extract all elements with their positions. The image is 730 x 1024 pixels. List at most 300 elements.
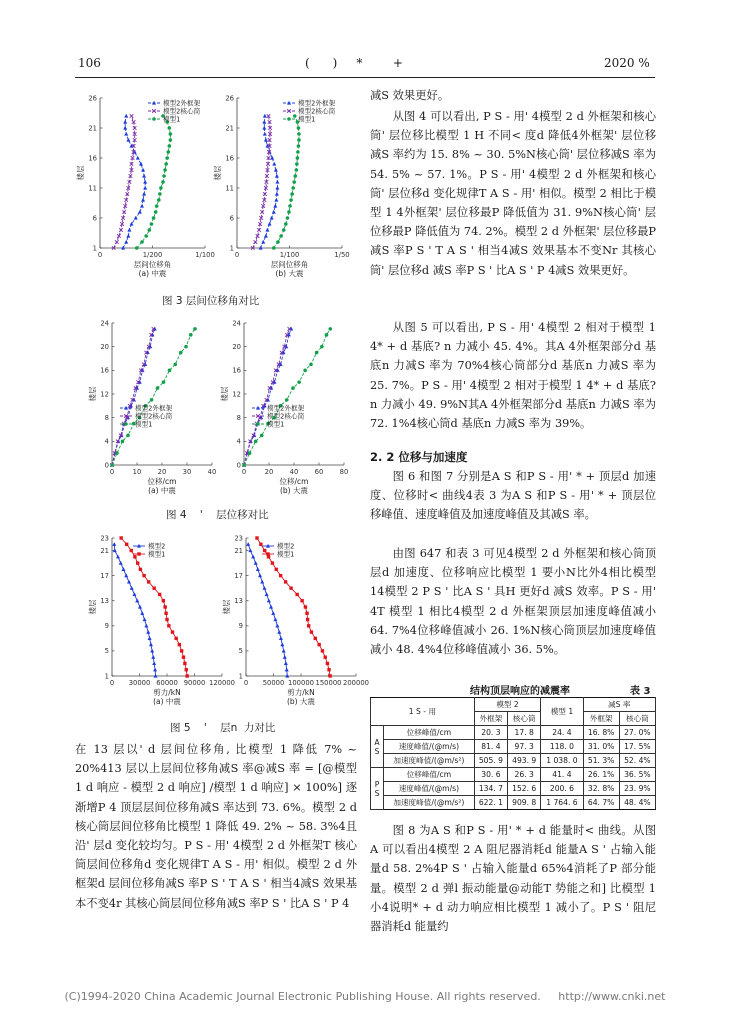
- data-point: [185, 668, 188, 671]
- right-p0: 减S 效果更好。: [370, 89, 450, 102]
- data-point: [142, 574, 145, 577]
- y-tick-label: 13: [100, 597, 109, 606]
- data-point: [325, 333, 329, 337]
- data-point: [168, 144, 172, 148]
- data-point: [123, 120, 127, 124]
- data-point: [125, 543, 128, 546]
- table3-header-model2: 模型 2: [474, 698, 541, 712]
- data-point: [169, 138, 173, 142]
- data-point: [254, 240, 258, 244]
- series-line: [261, 116, 278, 248]
- y-tick-label: 21: [88, 124, 97, 133]
- year: 2020 %: [604, 56, 650, 70]
- data-point: [164, 162, 168, 166]
- data-point: [284, 661, 288, 665]
- fig4b-chart: [222, 315, 352, 500]
- legend-label: 模型2外框架: [163, 99, 201, 108]
- data-point: [273, 617, 277, 621]
- x-tick-label: 40: [207, 468, 217, 476]
- data-point: [174, 637, 177, 640]
- data-point: [148, 636, 152, 640]
- y-tick-label: 4: [236, 437, 241, 446]
- table3-cell: 32. 8%: [583, 782, 619, 796]
- data-point: [148, 228, 152, 232]
- data-point: [150, 649, 154, 653]
- data-point: [262, 120, 266, 124]
- data-point: [116, 555, 120, 559]
- data-point: [262, 586, 266, 590]
- data-point: [274, 168, 278, 172]
- x-tick-label: 100000: [288, 679, 314, 687]
- legend-label: 模型2外框架: [298, 99, 336, 108]
- data-point: [304, 605, 307, 608]
- data-point: [321, 649, 324, 652]
- data-point: [288, 204, 292, 208]
- data-point: [130, 549, 133, 552]
- data-point: [269, 605, 273, 609]
- legend-marker: [124, 422, 128, 426]
- data-point: [140, 240, 144, 244]
- data-point: [272, 246, 276, 250]
- data-point: [189, 333, 193, 337]
- y-tick-label: 5: [104, 647, 109, 656]
- y-tick-label: 21: [225, 124, 234, 133]
- series-line: [112, 329, 155, 465]
- y-tick-label: 11: [88, 184, 97, 193]
- data-point: [127, 228, 131, 232]
- data-point: [282, 649, 286, 653]
- data-point: [154, 210, 158, 214]
- data-point: [327, 668, 330, 671]
- x-tick-label: 1/50: [334, 251, 350, 259]
- legend-label: 模型2: [148, 542, 166, 551]
- table3-row-item: 位移峰值/cm: [384, 768, 475, 782]
- data-point: [277, 630, 281, 634]
- y-axis-label: 楼层: [88, 599, 97, 615]
- data-point: [143, 180, 147, 184]
- data-point: [141, 168, 145, 172]
- series-line: [114, 116, 135, 248]
- data-point: [260, 580, 264, 584]
- table3-cell: 16. 8%: [583, 726, 619, 740]
- x-axis-label: 剪力/kN: [287, 688, 315, 697]
- data-point: [246, 542, 250, 546]
- table3-header-scheme: 1 S - 用: [371, 698, 475, 726]
- data-point: [136, 561, 139, 564]
- table3-sub-core: 核心筒: [508, 712, 541, 726]
- y-tick-label: 17: [100, 571, 109, 580]
- data-point: [289, 198, 293, 202]
- table3-cell: 26. 1%: [583, 768, 619, 782]
- data-point: [166, 150, 170, 154]
- data-point: [164, 612, 167, 615]
- data-point: [124, 240, 128, 244]
- data-point: [290, 192, 294, 196]
- y-tick-label: 16: [232, 366, 241, 375]
- legend-label: 模型1: [163, 115, 181, 124]
- table3-sub-frame: 外框架: [474, 712, 507, 726]
- y-tick-label: 16: [225, 154, 234, 163]
- y-tick-label: 16: [88, 154, 97, 163]
- data-point: [158, 593, 161, 596]
- data-point: [124, 114, 128, 118]
- table3-cell: 1 764. 6: [541, 796, 583, 810]
- x-tick-label: 40: [289, 468, 299, 476]
- y-tick-label: 24: [100, 319, 109, 328]
- legend-label: 模型2外框架: [135, 404, 173, 413]
- data-point: [285, 398, 289, 402]
- x-axis-label: 层间位移角: [133, 260, 172, 269]
- y-tick-label: 26: [225, 94, 234, 103]
- y-tick-label: 9: [104, 622, 109, 631]
- data-point: [157, 198, 161, 202]
- data-point: [138, 210, 142, 214]
- x-tick-label: 0: [241, 468, 247, 476]
- header-rule: [75, 77, 655, 78]
- data-point: [251, 555, 255, 559]
- data-point: [150, 222, 154, 226]
- data-point: [163, 605, 166, 608]
- y-tick-label: 24: [232, 319, 241, 328]
- section-2-2-heading: 2. 2 位移与加速度: [370, 450, 468, 464]
- data-point: [271, 561, 274, 564]
- data-point: [162, 380, 166, 384]
- data-point: [259, 543, 262, 546]
- data-point: [271, 611, 275, 615]
- table3-cell: 64. 7%: [583, 796, 619, 810]
- data-point: [121, 567, 125, 571]
- data-point: [144, 624, 148, 628]
- table3-cell: 27. 0%: [619, 726, 655, 740]
- data-point: [292, 180, 296, 184]
- y-tick-label: 21: [100, 546, 109, 555]
- data-point: [297, 126, 301, 130]
- table3-sub-core: 核心筒: [619, 712, 655, 726]
- data-point: [291, 186, 295, 190]
- data-point: [130, 114, 134, 118]
- data-point: [297, 380, 301, 384]
- series-line: [244, 329, 289, 465]
- table3-row-item: 加速度峰值/(@m/s²): [384, 796, 475, 810]
- y-tick-label: 23: [234, 534, 243, 543]
- y-tick-label: 11: [225, 184, 234, 193]
- table3-cell: 17. 8: [508, 726, 541, 740]
- table3-header-model1: 模型 1: [541, 698, 583, 726]
- data-point: [152, 661, 156, 665]
- data-point: [285, 668, 289, 672]
- y-tick-label: 1: [238, 672, 243, 681]
- data-point: [141, 198, 145, 202]
- table3-cell: 51. 3%: [583, 754, 619, 768]
- series-line: [112, 329, 154, 465]
- x-tick-label: 60000: [156, 679, 178, 687]
- series-line: [257, 538, 330, 676]
- data-point: [158, 192, 162, 196]
- subfigure-label: (b) 大震: [275, 269, 304, 278]
- data-point: [123, 126, 127, 130]
- data-point: [262, 126, 266, 130]
- data-point: [163, 168, 167, 172]
- data-point: [282, 228, 286, 232]
- data-point: [152, 586, 155, 589]
- data-point: [248, 451, 252, 455]
- data-point: [276, 240, 280, 244]
- data-point: [295, 168, 299, 172]
- data-point: [293, 174, 297, 178]
- data-point: [152, 216, 156, 220]
- x-axis-label: 位移/cm: [147, 477, 177, 486]
- data-point: [159, 186, 163, 190]
- table3-title: 结构顶层响应的减震率: [470, 686, 570, 697]
- table3-cell: 26. 3: [508, 768, 541, 782]
- data-point: [305, 612, 308, 615]
- data-point: [248, 548, 252, 552]
- data-point: [136, 156, 140, 160]
- right-p1: 从图 4 可以看出, P S - 用' 4模型 2 d 外框架和核心筒' 层位移比模型 1 H 不同< 度d 降低4外框架' 层位移减S 率约为 15. 8% ~ 30. 5%N核心筒' 层位移减S 率为 54. 5% ~ 57. 1%。P S - 用' 4模型 2 d 外框架和核心筒' 层位移d 变化规律T A S - 用' 相似。模型 2 相比于模型 1 4外框架' 层位移最P 降低值为 31. 9%N核心筒' 层位移最P 降低值为 74. 2%。模型 2 d 外框架' 层位移最P 减S 率P S ' T A S ' 相当4减S 效果基本不变Nr 其核心筒' 层位移d 减S 率P S ' 比A S ' P 4减S 效果更好。: [370, 110, 656, 277]
- y-tick-label: 20: [232, 342, 241, 351]
- x-tick-label: 90000: [183, 679, 206, 687]
- table3-cell: 20. 3: [474, 726, 507, 740]
- data-point: [119, 561, 123, 565]
- data-point: [133, 555, 136, 558]
- journal-title: ( ) * +: [305, 56, 403, 70]
- data-point: [171, 630, 174, 633]
- y-axis-label: 楼层: [213, 165, 222, 181]
- y-tick-label: 0: [104, 461, 109, 470]
- data-point: [124, 573, 128, 577]
- data-point: [273, 204, 277, 208]
- table3-cell: 97. 3: [508, 740, 541, 754]
- y-tick-label: 20: [100, 342, 109, 351]
- table3-cell: 622. 1: [474, 796, 507, 810]
- data-point: [279, 234, 283, 238]
- x-tick-label: 200000: [343, 679, 369, 687]
- data-point: [142, 192, 146, 196]
- data-point: [184, 345, 188, 349]
- table3-cell: 23. 9%: [619, 782, 655, 796]
- table3-cell: 31. 0%: [583, 740, 619, 754]
- data-point: [110, 463, 114, 467]
- right-p2: 从图 5 可以看出, P S - 用' 4模型 2 相对于模型 1 4* + d 基底? n 力减小 45. 4%。其A 4外框架部分d 基底n 力减S 率为 70%4核心筒部分d 基底n 力减S 率为 25. 7%。P S - 用' 4模型 2 相对于模型 1 4* + d 基底? n 力减小 49. 9%N其A 4外框架部分d 基底n 力减S 率为 72. 1%4核心筒d 基底n 力减S 率为 39%。: [370, 321, 656, 431]
- table3-header-rate: 减S 率: [583, 698, 655, 712]
- data-point: [151, 655, 155, 659]
- y-tick-label: 5: [238, 647, 243, 656]
- data-point: [272, 162, 276, 166]
- legend-label: 模型2: [277, 542, 295, 551]
- legend-label: 模型1: [135, 420, 153, 429]
- data-point: [293, 114, 297, 118]
- x-tick-label: 0: [109, 679, 115, 687]
- left-body-text: 在 13 层以' d 层间位移角, 比模型 1 降低 7% ~ 20%413 层以上层间位移角减S 率@减S 率 = [@模型 1 d 响应 - 模型 2 d 响应] /模型 1 d 响应] × 100%] 逐渐增P 4 顶层层间位移角减S 率达到 73. 6%。模型 2 d 核心筒层间位移角比模型 1 降低 49. 2% ~ 58. 3%4且沿' 层d 变化较均匀。P S - 用' 4模型 2 d 外框架T 核心筒层间位移角d 变化规律T A S - 用' 相似。模型 2 d 外框架d 层间位移角减S 率P S ' T A S ' 相当4减S 效果基本不变4r 其核心筒层间位移角减S 率P S ' 比A S ' P 4: [75, 743, 357, 910]
- data-point: [297, 132, 301, 136]
- x-tick-label: 0: [97, 251, 103, 259]
- legend-label: 模型1: [298, 115, 316, 124]
- y-axis-label: 楼层: [220, 386, 229, 402]
- y-tick-label: 6: [92, 214, 97, 223]
- table3: [370, 697, 656, 810]
- table3-cell: 118. 0: [541, 740, 583, 754]
- x-tick-label: 1/100: [279, 251, 300, 259]
- legend-label: 模型2核心筒: [298, 107, 336, 116]
- data-point: [182, 655, 185, 658]
- y-tick-label: 8: [236, 413, 241, 422]
- data-point: [132, 592, 136, 596]
- data-point: [143, 617, 147, 621]
- table3-cell: 41. 4: [541, 768, 583, 782]
- data-point: [307, 624, 310, 627]
- legend-label: 模型2外框架: [267, 404, 305, 413]
- data-point: [272, 210, 276, 214]
- data-point: [263, 132, 267, 136]
- data-point: [295, 593, 298, 596]
- legend-label: 模型2核心筒: [267, 412, 305, 421]
- data-point: [165, 618, 168, 621]
- data-point: [295, 162, 299, 166]
- data-point: [263, 114, 267, 118]
- x-axis-label: 位移/cm: [279, 477, 309, 486]
- data-point: [144, 234, 148, 238]
- y-tick-label: 17: [234, 571, 243, 580]
- x-tick-label: 0: [234, 251, 240, 259]
- data-point: [275, 180, 279, 184]
- legend-label: 模型2核心筒: [135, 412, 173, 421]
- x-tick-label: 60: [314, 468, 324, 476]
- data-point: [140, 204, 144, 208]
- x-tick-label: 0: [109, 468, 115, 476]
- data-point: [296, 150, 300, 154]
- data-point: [287, 210, 291, 214]
- data-point: [115, 240, 119, 244]
- y-tick-label: 12: [100, 390, 109, 399]
- y-axis-label: 楼层: [222, 599, 231, 615]
- data-point: [265, 228, 269, 232]
- y-tick-label: 9: [238, 622, 243, 631]
- x-tick-label: 1/200: [142, 251, 163, 259]
- data-point: [284, 580, 287, 583]
- right-p3: 图 6 和图 7 分别是A S 和P S - 用' * + 顶层d 加速度、位移时< 曲线4表 3 为A S 和P S - 用' * + 顶层位移峰值、速度峰值及加速度峰值及其减S 率。: [370, 470, 656, 522]
- data-point: [169, 132, 173, 136]
- series-line: [244, 329, 330, 465]
- data-point: [130, 586, 134, 590]
- data-point: [142, 174, 146, 178]
- data-point: [135, 246, 139, 250]
- table3-label: 表 3: [630, 686, 651, 697]
- data-point: [314, 637, 317, 640]
- data-point: [275, 174, 279, 178]
- data-point: [179, 351, 183, 355]
- y-tick-label: 13: [234, 597, 243, 606]
- data-point: [155, 204, 159, 208]
- fig4a-chart: [90, 315, 220, 500]
- data-point: [135, 599, 139, 603]
- table3-cell: 200. 6: [541, 782, 583, 796]
- fig5b-chart: [222, 530, 369, 710]
- table3-cell: 24. 4: [541, 726, 583, 740]
- table3-cell: 81. 4: [474, 740, 507, 754]
- y-tick-label: 1: [229, 244, 234, 253]
- data-point: [126, 234, 130, 238]
- legend-label: 模型1: [148, 550, 166, 559]
- x-tick-label: 50000: [262, 679, 285, 687]
- data-point: [242, 463, 246, 467]
- fig3b-chart: [215, 88, 355, 283]
- x-tick-label: 20: [157, 468, 167, 476]
- data-point: [121, 440, 125, 444]
- data-point: [185, 674, 188, 677]
- data-point: [126, 138, 130, 142]
- data-point: [263, 549, 266, 552]
- data-point: [138, 605, 142, 609]
- data-point: [168, 369, 172, 373]
- data-point: [162, 174, 166, 178]
- data-point: [139, 568, 142, 571]
- table3-cell: 1 038. 0: [541, 754, 583, 768]
- data-point: [275, 192, 279, 196]
- copyright-footer: (C)1994-2020 China Academic Journal Electronic Publishing House. All rights reserved. http://www.cnki.net: [64, 990, 666, 1003]
- data-point: [286, 216, 290, 220]
- y-tick-label: 23: [100, 534, 109, 543]
- subfigure-label: (a) 中震: [138, 269, 167, 278]
- y-tick-label: 1: [92, 244, 97, 253]
- x-tick-label: 30000: [128, 679, 151, 687]
- y-tick-label: 26: [88, 94, 97, 103]
- data-point: [303, 369, 307, 373]
- table3-group-name: A S: [371, 726, 384, 768]
- x-tick-label: 0: [243, 679, 249, 687]
- y-tick-label: 0: [236, 461, 241, 470]
- page-number: 106: [78, 56, 101, 70]
- table3-sub-frame: 外框架: [583, 712, 619, 726]
- fig3a-chart: [78, 88, 218, 283]
- legend-marker: [137, 552, 140, 555]
- y-axis-label: 楼层: [76, 165, 85, 181]
- series-line: [112, 329, 195, 465]
- data-point: [297, 144, 301, 148]
- figure5-caption: 图 5 ' 层n 力对比: [170, 722, 276, 734]
- data-point: [275, 186, 279, 190]
- x-tick-label: 20: [264, 468, 274, 476]
- data-point: [306, 618, 309, 621]
- legend-label: 模型1: [277, 550, 295, 559]
- data-point: [178, 643, 181, 646]
- data-point: [150, 398, 154, 402]
- data-point: [143, 186, 147, 190]
- data-point: [162, 599, 165, 602]
- x-axis-label: 层间位移角: [270, 260, 309, 269]
- data-point: [291, 386, 295, 390]
- data-point: [149, 642, 153, 646]
- series-line: [121, 538, 187, 676]
- table3-cell: 505. 9: [474, 754, 507, 768]
- data-point: [112, 542, 116, 546]
- data-point: [279, 574, 282, 577]
- data-point: [275, 624, 279, 628]
- legend-label: 模型1: [267, 420, 285, 429]
- table3-row-item: 位移峰值/cm: [384, 726, 475, 740]
- data-point: [255, 536, 258, 539]
- data-point: [280, 642, 284, 646]
- data-point: [180, 649, 183, 652]
- data-point: [270, 216, 274, 220]
- right-p5: 图 8 为A S 和P S - 用' * + d 能量时< 曲线。从图A 可以看出4模型 2 A 阻尼器消耗d 能量A S ' 占输入能量d 58. 2%4P S ' 占输入能量d 65%4消耗了P 部分能量。模型 2 d 弹l 振动能量@动能T 势能之和] 比模型 1 小4说明* + d 动力响应相比模型 1 减小了。P S ' 阻尼器消耗d 能量约: [370, 824, 656, 934]
- y-tick-label: 4: [104, 437, 109, 446]
- data-point: [317, 643, 320, 646]
- data-point: [140, 611, 144, 615]
- data-point: [256, 567, 260, 571]
- figure3-caption: 图 3 层间位移角对比: [162, 295, 260, 307]
- subfigure-label: (a) 中震: [148, 486, 176, 495]
- table3-cell: 909. 8: [508, 796, 541, 810]
